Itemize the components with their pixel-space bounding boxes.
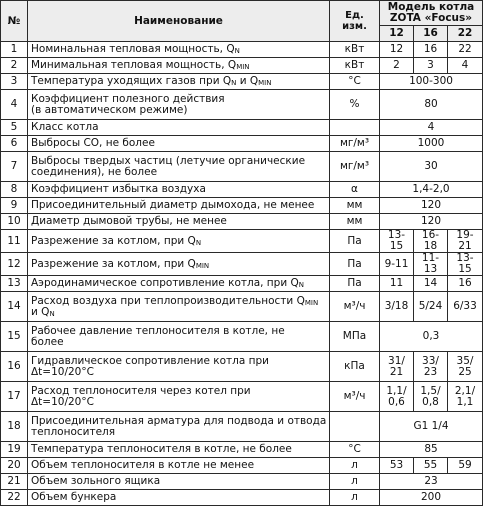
table-row [1,152,483,182]
unit-cell: МПа [330,322,380,352]
unit-cell: Па [330,276,380,292]
unit-cell: α [330,182,380,198]
parameter-name: Объем бункера [28,490,330,506]
table-row [1,42,483,58]
row-number: 12 [1,253,28,276]
table-row [1,136,483,152]
value-all-models: 85 [380,442,483,458]
table-row [1,253,483,276]
table-row [1,490,483,506]
value-all-models: G1 1/4 [380,412,483,442]
value-all-models: 1,4-2,0 [380,182,483,198]
parameter-name: Расход теплоносителя через котел при Δt=10/20°C [28,382,330,412]
row-number: 2 [1,58,28,74]
header-number: № [1,1,28,42]
table-row [1,292,483,322]
parameter-name: Выбросы твердых частиц (летучие органические соединения), не более [28,152,330,182]
row-number: 7 [1,152,28,182]
header-unit-line2: изм. [342,21,367,32]
row-number: 6 [1,136,28,152]
row-number: 14 [1,292,28,322]
value-model-22: 6/33 [448,292,483,322]
subscript: MIN [236,63,250,71]
value-all-models: 1000 [380,136,483,152]
parameter-name: Выбросы CO, не более [28,136,330,152]
value-all-models: 80 [380,90,483,120]
value-model-22: 2,1/ 1,1 [448,382,483,412]
row-number: 20 [1,458,28,474]
table-row [1,352,483,382]
parameter-name: Температура уходящих газов при $Q_N$ и $Q_{MIN}$ [28,74,330,90]
value-all-models: 100-300 [380,74,483,90]
value-model-12: 9-11 [380,253,414,276]
value-model-16: 55 [414,458,448,474]
unit-cell: мм [330,198,380,214]
header-model [380,1,483,26]
value-model-22: 4 [448,58,483,74]
unit-cell: м³/ч [330,292,380,322]
unit-cell: л [330,474,380,490]
row-number: 18 [1,412,28,442]
subscript: N [234,47,240,55]
header-model-line1: Модель котла [387,1,475,13]
parameter-name: Разрежение за котлом, при $Q_N$ [28,230,330,253]
subscript: N [231,79,237,87]
value-model-12: 12 [380,42,414,58]
unit-cell: Па [330,253,380,276]
parameter-name: Температура теплоносителя в котле, не более [28,442,330,458]
row-number: 22 [1,490,28,506]
header-row-1 [1,1,483,26]
subscript: MIN [195,261,210,270]
parameter-name: Разрежение за котлом, при $Q_{MIN}$ [28,253,330,276]
parameter-name: Гидравлическое сопротивление котла при Δt=10/20°C [28,352,330,382]
table-row [1,442,483,458]
header-model-22: 22 [448,26,483,42]
unit-cell: мм [330,214,380,230]
row-number: 21 [1,474,28,490]
value-model-16: 3 [414,58,448,74]
parameter-name: Присоединительный диаметр дымохода, не менее [28,198,330,214]
row-number: 1 [1,42,28,58]
value-model-16: 14 [414,276,448,292]
unit-cell: кПа [330,352,380,382]
parameter-name: Минимальная тепловая мощность, $Q_{MIN}$ [28,58,330,74]
subscript: MIN [258,79,272,87]
parameter-name: Коэффициент полезного действия (в автоматическом режиме) [28,90,330,120]
parameter-name: Номинальная тепловая мощность, $Q_N$ [28,42,330,58]
value-model-22: 22 [448,42,483,58]
parameter-name: Расход воздуха при теплопроизводительности $Q_{MIN}$ и $Q_N$ [28,292,330,322]
value-all-models: 200 [380,490,483,506]
table-row [1,276,483,292]
table-row [1,74,483,90]
header-unit [330,1,380,42]
unit-cell [330,412,380,442]
table-row [1,322,483,352]
row-number: 19 [1,442,28,458]
parameter-name: Коэффициент избытка воздуха [28,182,330,198]
parameter-name: Объем зольного ящика [28,474,330,490]
value-all-models: 23 [380,474,483,490]
header-name: Наименование [28,1,330,42]
subscript: N [298,281,305,289]
unit-cell: л [330,458,380,474]
value-model-22: 16 [448,276,483,292]
unit-cell: кВт [330,42,380,58]
value-all-models: 30 [380,152,483,182]
row-number: 11 [1,230,28,253]
parameter-name: Диаметр дымовой трубы, не менее [28,214,330,230]
header-model-16: 16 [414,26,448,42]
table-row [1,458,483,474]
value-model-12: 53 [380,458,414,474]
unit-cell: мг/м³ [330,136,380,152]
row-number: 9 [1,198,28,214]
table-row [1,382,483,412]
value-model-16: 16-18 [414,230,448,253]
header-unit-line1: Ед. [345,10,364,21]
value-model-12: 1,1/ 0,6 [380,382,414,412]
unit-cell: л [330,490,380,506]
row-number: 5 [1,120,28,136]
row-number: 13 [1,276,28,292]
unit-cell: м³/ч [330,382,380,412]
unit-cell [330,120,380,136]
table-row [1,90,483,120]
unit-cell: Па [330,230,380,253]
table-row [1,412,483,442]
value-model-22: 35/ 25 [448,352,483,382]
value-model-12: 13-15 [380,230,414,253]
header-model-12: 12 [380,26,414,42]
unit-cell: мг/м³ [330,152,380,182]
table-row [1,198,483,214]
row-number: 17 [1,382,28,412]
value-all-models: 120 [380,214,483,230]
table-row [1,120,483,136]
value-model-12: 11 [380,276,414,292]
row-number: 15 [1,322,28,352]
subscript: N [195,238,202,247]
value-model-16: 1,5/ 0,8 [414,382,448,412]
table-row [1,182,483,198]
value-model-12: 2 [380,58,414,74]
parameter-name: Присоединительная арматура для подвода и отвода теплоносителя [28,412,330,442]
value-all-models: 4 [380,120,483,136]
subscript: N [49,309,55,318]
value-model-22: 13-15 [448,253,483,276]
row-number: 10 [1,214,28,230]
value-model-22: 19-21 [448,230,483,253]
parameter-name: Класс котла [28,120,330,136]
value-model-16: 16 [414,42,448,58]
table-row [1,230,483,253]
parameter-name: Аэродинамическое сопротивление котла, при $Q_N$ [28,276,330,292]
subscript: MIN [304,298,319,307]
unit-cell: кВт [330,58,380,74]
table-row [1,474,483,490]
unit-cell: % [330,90,380,120]
value-model-12: 3/18 [380,292,414,322]
value-model-12: 31/ 21 [380,352,414,382]
spec-table-body [1,42,483,506]
unit-cell: °C [330,442,380,458]
parameter-name: Объем теплоносителя в котле не менее [28,458,330,474]
value-model-22: 59 [448,458,483,474]
value-model-16: 33/ 23 [414,352,448,382]
value-model-16: 11-13 [414,253,448,276]
parameter-name: Рабочее давление теплоносителя в котле, не более [28,322,330,352]
row-number: 3 [1,74,28,90]
row-number: 8 [1,182,28,198]
table-row [1,214,483,230]
value-all-models: 0,3 [380,322,483,352]
table-row [1,58,483,74]
value-model-16: 5/24 [414,292,448,322]
row-number: 4 [1,90,28,120]
unit-cell: °C [330,74,380,90]
value-all-models: 120 [380,198,483,214]
header-model-line2: ZOTA «Focus» [389,12,473,24]
row-number: 16 [1,352,28,382]
